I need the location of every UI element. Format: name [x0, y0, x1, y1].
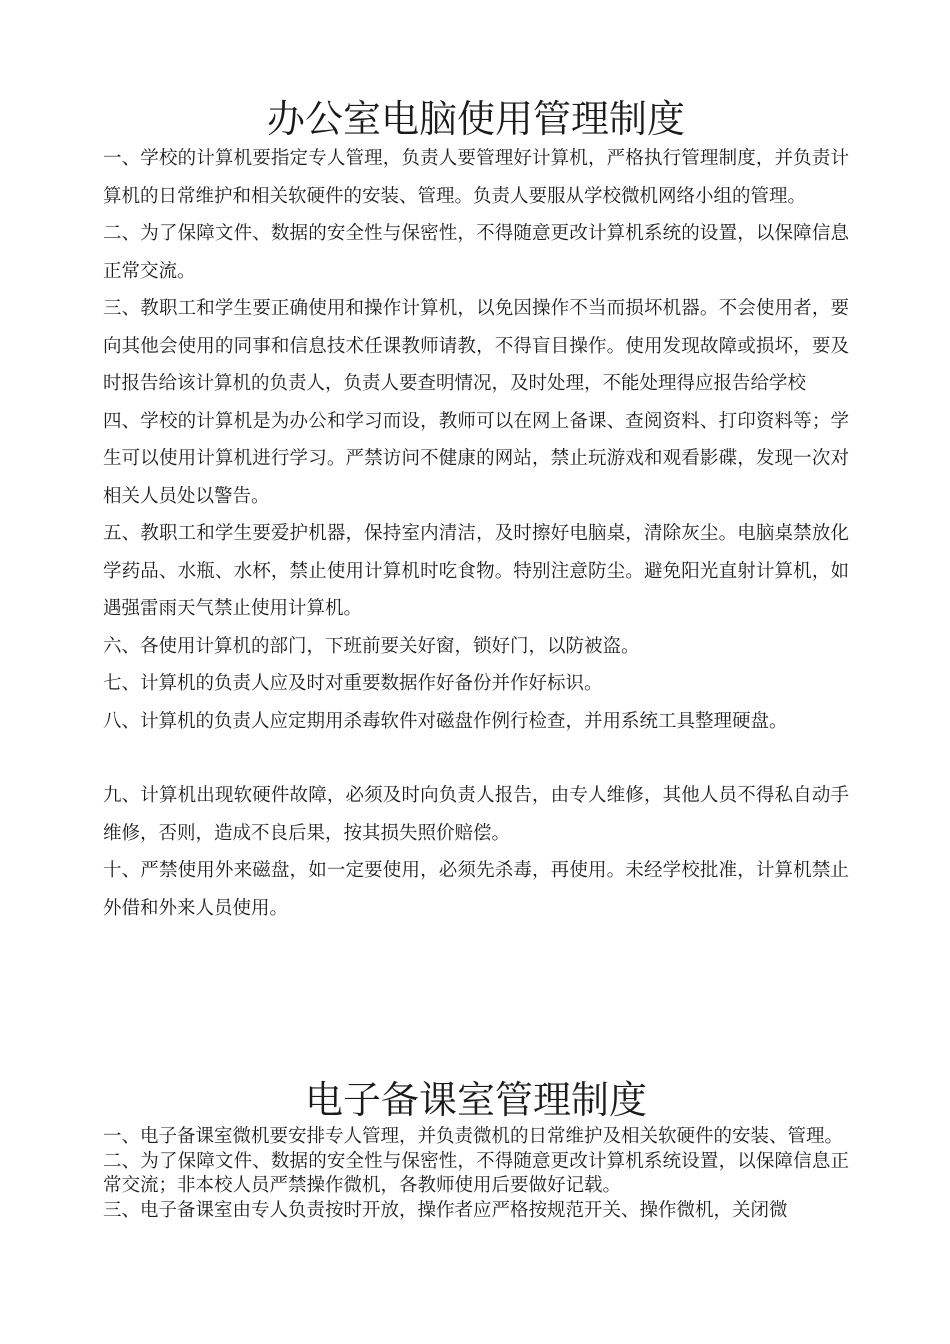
rule-paragraph-5: 五、教职工和学生要爱护机器，保持室内清洁，及时擦好电脑桌，清除灰尘。电脑桌禁放化学药品、水瓶、水杯，禁止使用计算机时吃食物。特别注意防尘。避免阳光直射计算机，如遇强雷雨天气禁止使用计算机。 — [103, 523, 849, 619]
rule-paragraph-6: 六、各使用计算机的部门，下班前要关好窗，锁好门，以防被盗。 — [103, 635, 640, 657]
rule-paragraph-4: 四、学校的计算机是为办公和学习而设，教师可以在网上备课、查阅资料、打印资料等；学生可以使用计算机进行学习。严禁访问不健康的网站，禁止玩游戏和观看影碟，发现一次对相关人员处以警告。 — [103, 410, 849, 507]
document-title-e-lesson-room-rules: 电子备课室管理制度 — [304, 1078, 647, 1122]
office-computer-rules-body — [103, 140, 849, 927]
document-title-office-computer-rules: 办公室电脑使用管理制度 — [266, 97, 685, 141]
rule-paragraph-10: 十、严禁使用外来磁盘，如一定要使用，必须先杀毒，再使用。未经学校批准，计算机禁止外借和外来人员使用。 — [103, 860, 849, 919]
room-rule-paragraph-3: 三、电子备课室由专人负责按时开放，操作者应严格按规范开关、操作微机，关闭微 — [103, 1199, 788, 1221]
rule-paragraph-2: 二、为了保障文件、数据的安全性与保密性，不得随意更改计算机系统的设置，以保障信息正常交流。 — [103, 223, 849, 282]
rule-paragraph-3: 三、教职工和学生要正确使用和操作计算机，以免因操作不当而损坏机器。不会使用者，要向其他会使用的同事和信息技术任课教师请教，不得盲目操作。使用发现故障或损坏，要及时报告给该计算机的负责人，负责人要查明情况，及时处理，不能处理得应报告给学校 — [103, 298, 849, 394]
rule-paragraph-9: 九、计算机出现软硬件故障，必须及时向负责人报告，由专人维修，其他人员不得私自动手维修，否则，造成不良后果，按其损失照价赔偿。 — [103, 785, 849, 844]
room-rule-paragraph-1: 一、电子备课室微机要安排专人管理，并负责微机的日常维护及相关软硬件的安装、管理。 — [103, 1126, 844, 1147]
rule-paragraph-1: 一、学校的计算机要指定专人管理，负责人要管理好计算机，严格执行管理制度，并负责计算机的日常维护和相关软硬件的安装、管理。负责人要服从学校微机网络小组的管理。 — [103, 148, 849, 207]
room-rule-paragraph-2: 二、为了保障文件、数据的安全性与保密性，不得随意更改计算机系统设置，以保障信息正常交流；非本校人员严禁操作微机，各教师使用后要做好记载。 — [103, 1150, 849, 1196]
e-lesson-room-rules-body — [103, 1125, 849, 1223]
rule-paragraph-7: 七、计算机的负责人应及时对重要数据作好备份并作好标识。 — [103, 673, 603, 694]
paragraph-spacer — [103, 740, 849, 777]
rule-paragraph-8: 八、计算机的负责人应定期用杀毒软件对磁盘作例行检查，并用系统工具整理硬盘。 — [103, 710, 788, 732]
